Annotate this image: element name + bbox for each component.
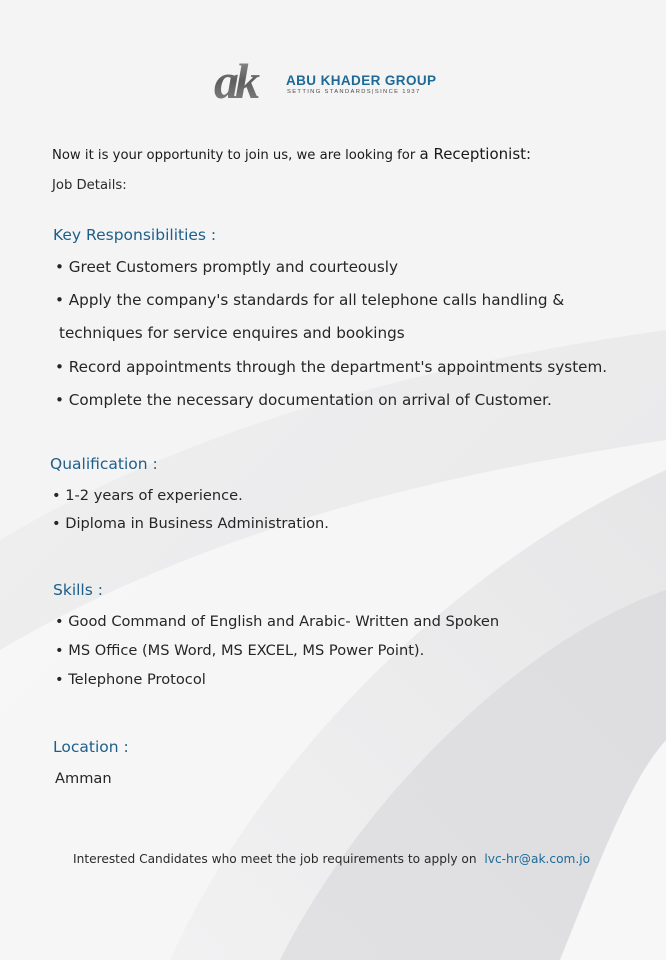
company-logo [212, 56, 462, 108]
responsibility-item: • Apply the company's standards for all telephone calls handling & [55, 291, 565, 309]
responsibilities-heading: Key Responsibilities : [53, 226, 217, 244]
job-title: a Receptionist: [419, 145, 532, 163]
responsibility-item: • Record appointments through the department's appointments system. [55, 358, 608, 376]
apply-instructions [73, 852, 590, 866]
responsibility-item: techniques for service enquires and bookings [59, 324, 405, 342]
company-name: ABU KHADER GROUP [286, 73, 437, 88]
company-tagline: SETTING STANDARDS|SINCE 1937 [287, 89, 421, 95]
qualification-item: • Diploma in Business Administration. [52, 515, 329, 532]
responsibility-item: • Complete the necessary documentation on arrival of Customer. [55, 391, 552, 409]
apply-text: Interested Candidates who meet the job requirements to apply on [73, 852, 477, 866]
responsibility-item: • Greet Customers promptly and courteously [55, 258, 398, 276]
location-heading: Location : [53, 738, 129, 756]
location-value: Amman [55, 770, 112, 787]
apply-email-link[interactable]: lvc-hr@ak.com.jo [484, 852, 591, 866]
ak-logo-icon [212, 56, 284, 108]
skill-item: • MS Office (MS Word, MS EXCEL, MS Power Point). [55, 642, 425, 659]
skill-item: • Good Command of English and Arabic- Written and Spoken [55, 613, 500, 630]
skills-heading: Skills : [53, 581, 103, 599]
intro-text: Now it is your opportunity to join us, we are looking for [52, 148, 416, 163]
skill-item: • Telephone Protocol [55, 671, 206, 688]
qualification-heading: Qualification : [50, 455, 158, 473]
job-details-label: Job Details: [52, 178, 127, 193]
intro-line [52, 145, 531, 163]
logo-mark-text: ak [214, 56, 256, 108]
qualification-item: • 1-2 years of experience. [52, 487, 243, 504]
